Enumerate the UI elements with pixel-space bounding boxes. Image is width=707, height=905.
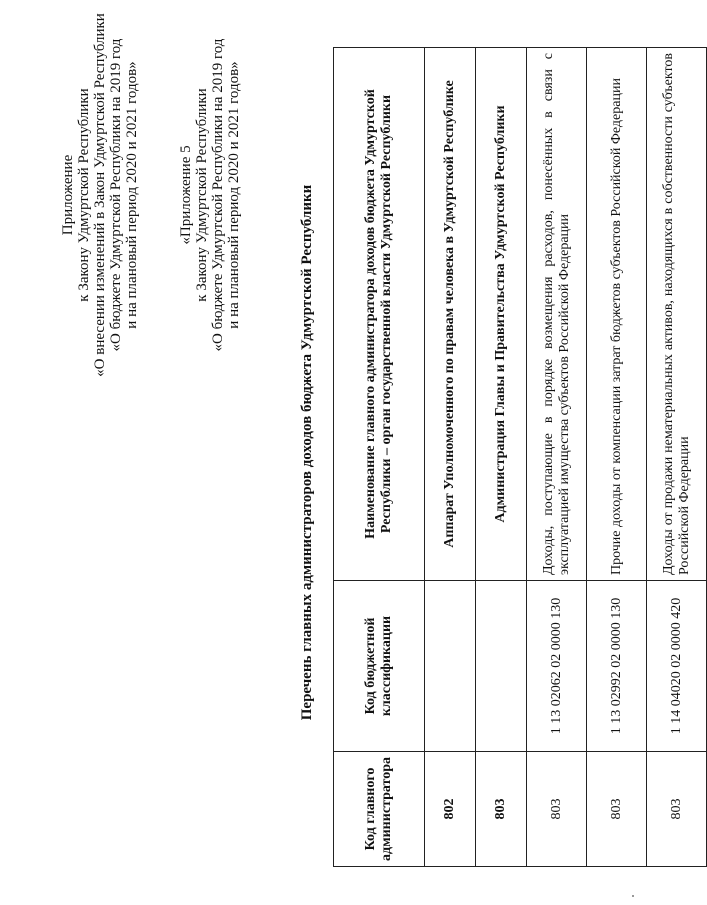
document-title: Перечень главных администраторов доходов бюджета Удмуртской Республики bbox=[299, 184, 315, 721]
administrators-table bbox=[333, 47, 707, 867]
cell-budget-code bbox=[476, 581, 527, 752]
cell-admin-code: 803 bbox=[587, 752, 647, 867]
cell-admin-name: Доходы, поступающие в порядке возмещения расходов, понесённых в связи с эксплуатацией имущества субъектов Российской Федерации bbox=[527, 48, 587, 581]
cell-admin-code: 803 bbox=[476, 752, 527, 867]
cell-admin-code: 802 bbox=[425, 752, 476, 867]
cell-admin-name: Аппарат Уполномоченного по правам человека в Удмуртской Республике bbox=[425, 48, 476, 581]
table-row bbox=[647, 48, 707, 867]
cell-budget-code: 1 14 04020 02 0000 420 bbox=[647, 581, 707, 752]
cell-admin-name: Администрация Главы и Правительства Удмуртской Республики bbox=[476, 48, 527, 581]
appendix-line: «О внесении изменений в Закон Удмуртской Республики bbox=[92, 13, 108, 377]
appendix-line: и на плановый период 2020 и 2021 годов» bbox=[124, 61, 140, 329]
table-header-row bbox=[334, 48, 425, 867]
cell-admin-code: 803 bbox=[647, 752, 707, 867]
header-admin-name: Наименование главного администратора доходов бюджета Удмуртской Республики – орган государственной власти Удмуртской Республики bbox=[334, 48, 425, 581]
cell-budget-code bbox=[425, 581, 476, 752]
appendix5-line: и на плановый период 2020 и 2021 годов» bbox=[226, 61, 242, 329]
table-row bbox=[425, 48, 476, 867]
cell-admin-code: 803 bbox=[527, 752, 587, 867]
header-admin-code: Код главного администратора bbox=[334, 752, 425, 867]
cell-admin-name: Доходы от продажи нематериальных активов, находящихся в собственности субъектов Российской Федерации bbox=[647, 48, 707, 581]
cell-budget-code: 1 13 02992 02 0000 130 bbox=[587, 581, 647, 752]
scan-mark bbox=[632, 895, 634, 897]
appendix5-line: «О бюджете Удмуртской Республики на 2019 год bbox=[210, 38, 226, 352]
appendix-line: к Закону Удмуртской Республики bbox=[76, 88, 92, 302]
table-row bbox=[587, 48, 647, 867]
appendix5-line: к Закону Удмуртской Республики bbox=[194, 88, 210, 302]
header-budget-code: Код бюджетной классификации bbox=[334, 581, 425, 752]
cell-admin-name: Прочие доходы от компенсации затрат бюджетов субъектов Российской Федерации bbox=[587, 48, 647, 581]
appendix5-header bbox=[178, 5, 242, 385]
table-row bbox=[527, 48, 587, 867]
appendix-header bbox=[60, 5, 140, 385]
cell-budget-code: 1 13 02062 02 0000 130 bbox=[527, 581, 587, 752]
appendix-line: «О бюджете Удмуртской Республики на 2019 год bbox=[108, 38, 124, 352]
appendix-line: Приложение bbox=[60, 154, 76, 236]
table-row bbox=[476, 48, 527, 867]
appendix5-line: «Приложение 5 bbox=[178, 145, 194, 245]
